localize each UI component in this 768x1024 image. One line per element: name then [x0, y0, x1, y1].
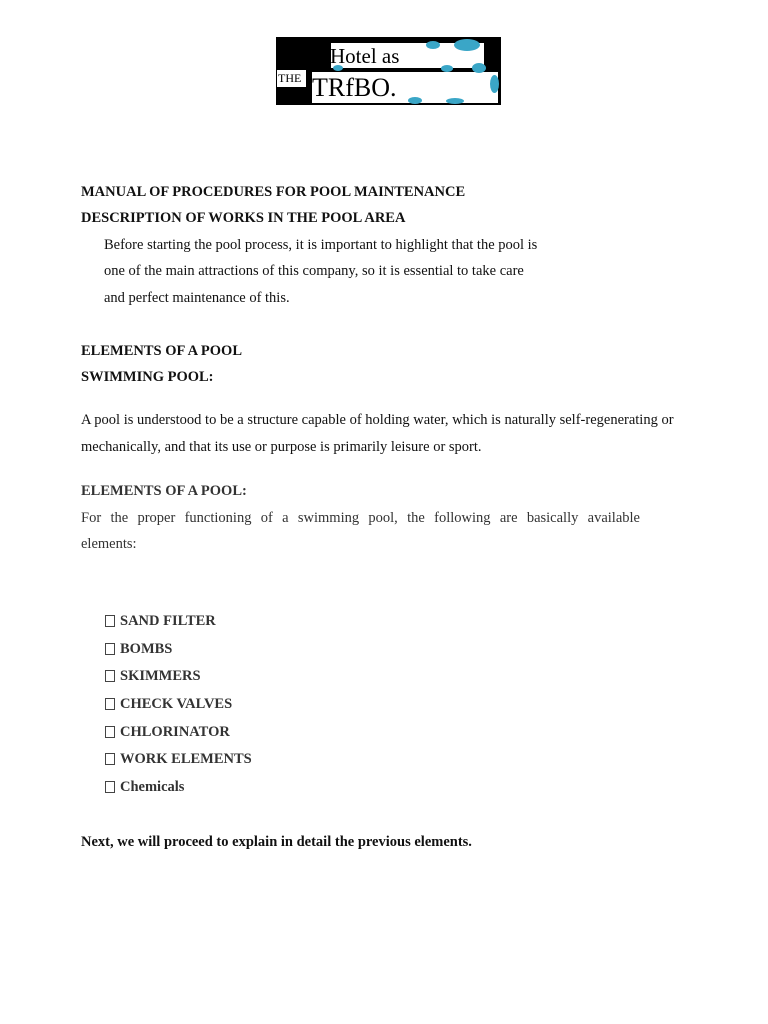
intro-line: Before starting the pool process, it is important to highlight that the pool is [104, 237, 538, 253]
logo-splash [408, 97, 422, 104]
checkbox-bullet-icon [105, 698, 115, 710]
list-item [104, 750, 252, 778]
description-title: DESCRIPTION OF WORKS IN THE POOL AREA [81, 210, 406, 226]
definition-line: A pool is understood to be a structure capable of holding water, which is naturally self-regenerating or [81, 412, 674, 428]
checkbox-bullet-icon [105, 615, 115, 627]
checkbox-bullet-icon [105, 670, 115, 682]
logo-splash [472, 63, 486, 73]
intro-line: one of the main attractions of this company, so it is essential to take care [104, 263, 524, 279]
closing-sentence: Next, we will proceed to explain in detail the previous elements. [81, 834, 472, 850]
logo-line2: TRfBO. [312, 73, 397, 102]
hotel-logo [276, 37, 501, 105]
list-item-label: BOMBS [120, 640, 173, 657]
list-item-label: Chemicals [120, 779, 185, 796]
functioning-line: For the proper functioning of a swimming pool, the following are basically available [81, 510, 640, 526]
list-item [104, 695, 252, 723]
checkbox-bullet-icon [105, 781, 115, 793]
list-item [104, 778, 252, 806]
list-item-label: SKIMMERS [120, 668, 201, 685]
list-item-label: WORK ELEMENTS [120, 751, 252, 768]
swimming-pool-title: SWIMMING POOL: [81, 369, 214, 385]
manual-title: MANUAL OF PROCEDURES FOR POOL MAINTENANCE [81, 184, 466, 200]
logo-splash [454, 39, 480, 51]
list-item-label: CHLORINATOR [120, 723, 230, 740]
elements-title: ELEMENTS OF A POOL [81, 343, 243, 359]
logo-line1: Hotel as [330, 44, 400, 68]
list-item-label: CHECK VALVES [120, 696, 233, 713]
list-item [104, 612, 252, 640]
list-item [104, 640, 252, 668]
checkbox-bullet-icon [105, 726, 115, 738]
elements-colon-title: ELEMENTS OF A POOL: [81, 483, 247, 499]
logo-splash [441, 65, 453, 72]
functioning-line: elements: [81, 536, 137, 552]
logo-splash [446, 98, 464, 104]
checkbox-bullet-icon [105, 753, 115, 765]
definition-line: mechanically, and that its use or purpose is primarily leisure or sport. [81, 439, 482, 455]
list-item [104, 667, 252, 695]
logo-the: THE [278, 71, 302, 85]
intro-line: and perfect maintenance of this. [104, 290, 290, 306]
logo-splash [426, 41, 440, 49]
list-item-label: SAND FILTER [120, 613, 216, 629]
list-item [104, 723, 252, 751]
logo-splash [490, 75, 499, 93]
elements-list [104, 612, 252, 806]
checkbox-bullet-icon [105, 643, 115, 655]
